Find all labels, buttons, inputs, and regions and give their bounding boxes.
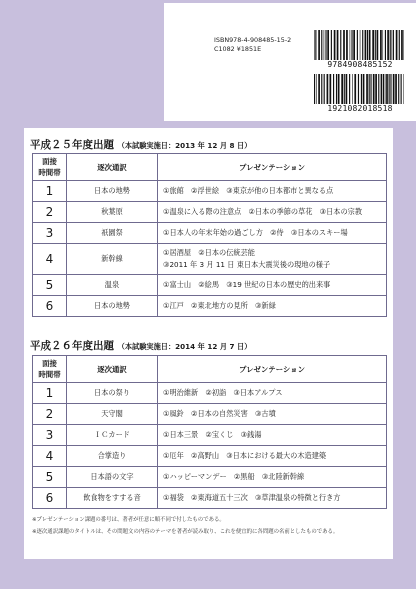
barcode-bar <box>393 30 394 60</box>
barcode-bar <box>337 30 339 60</box>
barcode-bar <box>365 30 367 60</box>
barcode-bar <box>366 74 368 104</box>
barcode-bar <box>331 30 332 60</box>
table-row <box>33 425 387 446</box>
barcode-bar <box>343 30 345 60</box>
presentation-line: ①風鈴 ②日本の自然災害 ③古墳 <box>163 409 276 418</box>
barcode-bar <box>325 30 326 60</box>
table-row <box>33 404 387 425</box>
barcode-bar <box>369 30 371 60</box>
presentation-line: ①日本三景 ②宝くじ ③銭湯 <box>163 430 262 439</box>
consecutive-topic: 合掌造り <box>67 446 158 467</box>
interview-slot-number: 1 <box>33 181 67 202</box>
barcode-bar <box>386 74 388 104</box>
barcode-bar <box>333 74 334 104</box>
barcode-bar <box>370 74 371 104</box>
interview-slot-number: 5 <box>33 467 67 488</box>
barcode-bar <box>399 30 400 60</box>
barcode-bar <box>363 74 365 104</box>
barcode-bar <box>314 30 315 60</box>
barcode-bar <box>358 74 359 104</box>
barcode-bar <box>378 74 379 104</box>
presentation-topics <box>158 467 387 488</box>
barcode-bar <box>360 30 361 60</box>
section-title <box>30 338 251 353</box>
exam-date: （本試験実施日：2013 年 12 月 8 日） <box>117 141 252 150</box>
presentation-topics <box>158 488 387 509</box>
barcode-bar <box>393 74 395 104</box>
table-row <box>33 244 387 275</box>
exam-date: （本試験実施日：2014 年 12 月 7 日） <box>117 342 252 351</box>
interview-slot-number: 2 <box>33 404 67 425</box>
table-row <box>33 383 387 404</box>
presentation-topics <box>158 296 387 317</box>
barcode-bar <box>369 74 370 104</box>
barcode-bar <box>330 74 332 104</box>
barcode-bar <box>404 74 405 104</box>
barcode-bar <box>324 74 325 104</box>
consecutive-topic: 日本の地勢 <box>67 181 158 202</box>
barcode-bar <box>361 74 362 104</box>
interview-slot-number: 3 <box>33 223 67 244</box>
presentation-topics <box>158 202 387 223</box>
header-consecutive: 逐次通訳 <box>67 154 158 181</box>
barcode-bar <box>398 74 399 104</box>
consecutive-topic: 天守閣 <box>67 404 158 425</box>
presentation-topics <box>158 425 387 446</box>
barcode-bar <box>351 30 352 60</box>
footnote: ※逐次通訳課題のタイトルは、その問題文の内容のテーマを著者が読み取り、これを便宜的に各問題の名前としたものである。 <box>32 529 339 535</box>
table-row <box>33 488 387 509</box>
presentation-line: ①江戸 ②東北地方の見所 ③新緑 <box>163 301 276 310</box>
barcode-bar <box>390 74 391 104</box>
isbn-barcode <box>312 30 406 60</box>
presentation-line: ①福袋 ②東海道五十三次 ③草津温泉の特徴と行き方 <box>163 493 341 502</box>
isbn-line: ISBN978-4-908485-15-2 <box>214 36 292 44</box>
barcode-bar <box>389 74 390 104</box>
interview-slot-number: 6 <box>33 296 67 317</box>
barcode-bar <box>372 30 374 60</box>
presentation-topics <box>158 383 387 404</box>
barcode-bar <box>381 74 383 104</box>
barcode-bar <box>346 30 348 60</box>
barcode-bar <box>375 74 377 104</box>
presentation-line: ③2011 年 3 月 11 日 東日本大震災後の現地の様子 <box>163 260 331 269</box>
header-presentation: プレゼンテーション <box>158 356 387 383</box>
barcode-bar <box>383 74 384 104</box>
price-code-line: C1082 ¥1851E <box>214 44 262 53</box>
table-row <box>33 275 387 296</box>
presentation-topics <box>158 223 387 244</box>
table-row <box>33 296 387 317</box>
barcode-bar <box>327 74 329 104</box>
barcode-bar <box>338 74 340 104</box>
barcode-bar <box>315 30 316 60</box>
barcode-bar <box>382 30 383 60</box>
barcode-bar <box>377 30 379 60</box>
presentation-topics <box>158 404 387 425</box>
exam-table-2013 <box>32 153 387 317</box>
barcode-bar <box>380 30 382 60</box>
presentation-topics <box>158 446 387 467</box>
barcode-bar <box>367 30 368 60</box>
barcode-bar <box>396 30 398 60</box>
presentation-line: ①旅館 ②浮世絵 ③東京が他の日本都市と異なる点 <box>163 186 334 195</box>
presentation-line: ①富士山 ②絵馬 ③19 世紀の日本の歴史的出来事 <box>163 280 331 289</box>
barcode-bar <box>346 74 348 104</box>
barcode-bar <box>334 30 336 60</box>
presentation-line: ①厄年 ②高野山 ③日本における最大の木造建築 <box>163 451 327 460</box>
interview-slot-number: 3 <box>33 425 67 446</box>
barcode-bar <box>314 74 315 104</box>
consecutive-topic: 祇園祭 <box>67 223 158 244</box>
table-row <box>33 181 387 202</box>
consecutive-topic: 飲食物をすする音 <box>67 488 158 509</box>
section-heading: 平成２６年度出題 <box>30 340 114 352</box>
interview-slot-number: 4 <box>33 244 67 275</box>
interview-slot-number: 5 <box>33 275 67 296</box>
consecutive-topic: 日本の地勢 <box>67 296 158 317</box>
barcode-bar <box>353 30 355 60</box>
barcode-bar <box>375 30 376 60</box>
isbn-info <box>214 36 291 53</box>
presentation-line: ①温泉に入る際の注意点 ②日本の季節の草花 ③日本の宗教 <box>163 207 363 216</box>
header-interview-time: 面接 時間帯 <box>33 356 67 383</box>
barcode-bar <box>401 30 403 60</box>
interview-slot-number: 6 <box>33 488 67 509</box>
presentation-line: ①ハッピーマンデー ②黒船 ③北陸新幹線 <box>163 472 305 481</box>
interview-slot-number: 1 <box>33 383 67 404</box>
barcode-bar <box>404 30 405 60</box>
barcode-bar <box>362 30 363 60</box>
barcode-bar <box>385 30 386 60</box>
footnote: ※プレゼンテーション課題の番号は、著者が任意に順不同で付したものである。 <box>32 517 225 523</box>
interview-slot-number: 2 <box>33 202 67 223</box>
barcode-bar <box>387 30 389 60</box>
consecutive-topic: ＩＣカード <box>67 425 158 446</box>
barcode-bar <box>321 30 322 60</box>
price-barcode <box>312 74 406 104</box>
barcode-bar <box>350 30 351 60</box>
barcode-bar <box>318 74 320 104</box>
consecutive-topic: 温泉 <box>67 275 158 296</box>
presentation-topics <box>158 244 387 275</box>
barcode-bar <box>316 74 317 104</box>
barcode-bar <box>352 74 353 104</box>
barcode-bar <box>395 74 397 104</box>
barcode-bar <box>357 30 358 60</box>
table-row <box>33 467 387 488</box>
barcode-bar <box>327 30 329 60</box>
presentation-line: ①明治維新 ②初詣 ③日本アルプス <box>163 388 283 397</box>
barcode-bar <box>318 30 320 60</box>
barcode-bar <box>349 74 350 104</box>
table-row <box>33 202 387 223</box>
consecutive-topic: 日本語の文字 <box>67 467 158 488</box>
header-interview-time: 面接 時間帯 <box>33 154 67 181</box>
barcode-bar <box>344 74 345 104</box>
header-consecutive: 逐次通訳 <box>67 356 158 383</box>
section-title <box>30 137 251 152</box>
barcode-bar <box>373 74 375 104</box>
consecutive-topic: 秋葉原 <box>67 202 158 223</box>
barcode-bar <box>390 30 391 60</box>
isbn-barcode-number: 9784908485152 <box>327 60 393 69</box>
interview-slot-number: 4 <box>33 446 67 467</box>
table-row <box>33 446 387 467</box>
section-heading: 平成２５年度出題 <box>30 139 114 151</box>
barcode-bar <box>354 74 356 104</box>
consecutive-topic: 日本の祭り <box>67 383 158 404</box>
barcode-bar <box>336 74 337 104</box>
presentation-topics <box>158 275 387 296</box>
table-row <box>33 223 387 244</box>
barcode-bar <box>385 74 386 104</box>
barcode-bar <box>401 74 402 104</box>
barcode-bar <box>392 30 393 60</box>
barcode-bar <box>324 30 325 60</box>
exam-table-2014 <box>32 355 387 509</box>
barcode-bar <box>321 74 322 104</box>
presentation-topics <box>158 181 387 202</box>
header-presentation: プレゼンテーション <box>158 154 387 181</box>
presentation-line: ①日本人の年末年始の過ごし方 ②侍 ③日本のスキー場 <box>163 228 348 237</box>
barcode-bar <box>341 74 343 104</box>
price-barcode-number: 1921082018518 <box>327 104 393 113</box>
consecutive-topic: 新幹線 <box>67 244 158 275</box>
presentation-line: ①居酒屋 ②日本の伝統芸能 <box>163 248 255 257</box>
barcode-bar <box>340 30 341 60</box>
